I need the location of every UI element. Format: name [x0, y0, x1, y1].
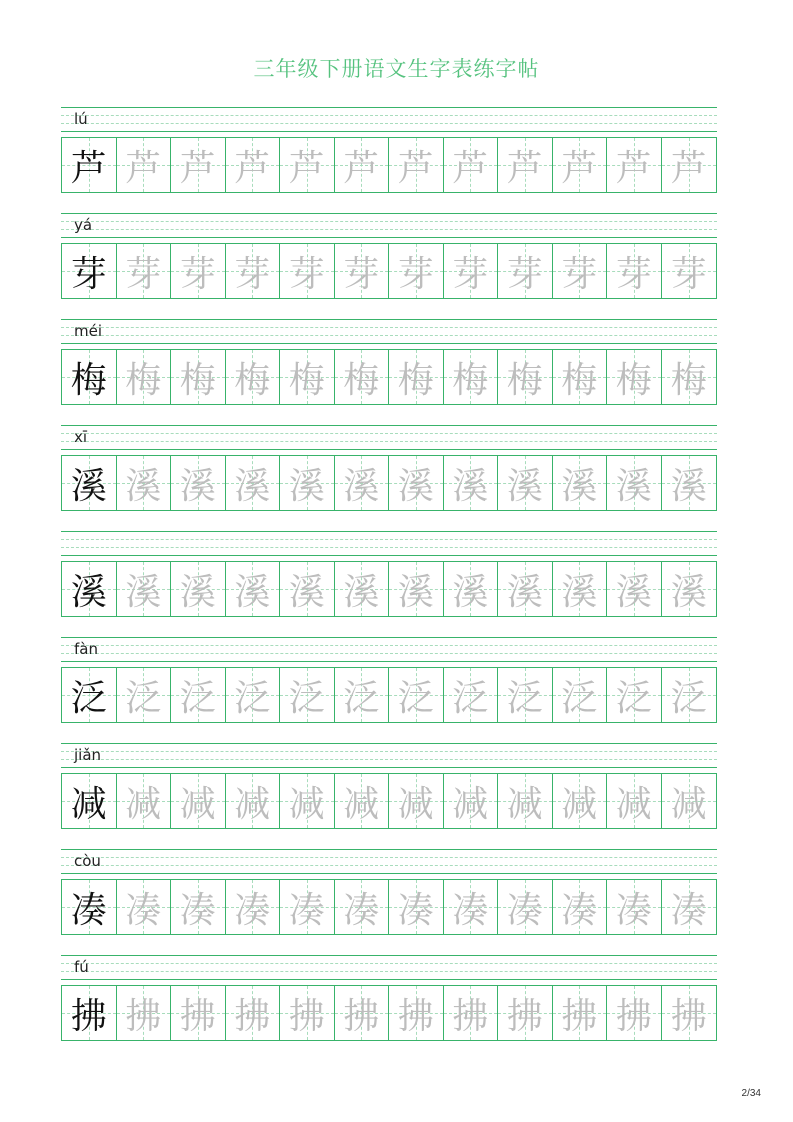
model-cell[interactable] [62, 668, 117, 722]
pinyin-label: xī [74, 428, 88, 446]
trace-character: 芽 [506, 253, 543, 295]
model-cell[interactable] [62, 138, 117, 192]
trace-cell[interactable] [444, 456, 499, 510]
trace-character: 凑 [288, 889, 325, 931]
trace-character: 拂 [670, 995, 707, 1037]
trace-character: 溪 [452, 465, 489, 507]
trace-character: 凑 [670, 889, 707, 931]
trace-cell[interactable] [498, 350, 553, 404]
trace-cell[interactable] [171, 456, 226, 510]
trace-character: 凑 [615, 889, 652, 931]
writing-grid [61, 879, 717, 935]
trace-character: 芦 [561, 147, 598, 189]
trace-cell[interactable] [280, 350, 335, 404]
trace-character: 凑 [343, 889, 380, 931]
pinyin-label: jiǎn [74, 746, 102, 764]
trace-cell[interactable] [226, 138, 281, 192]
trace-cell[interactable] [389, 562, 444, 616]
trace-cell[interactable] [553, 668, 608, 722]
trace-character: 溪 [288, 571, 325, 613]
trace-character: 芽 [179, 253, 216, 295]
trace-character: 减 [670, 783, 707, 825]
trace-cell[interactable] [226, 986, 281, 1040]
trace-cell[interactable] [117, 774, 172, 828]
trace-character: 减 [397, 783, 434, 825]
practice-row [61, 213, 717, 299]
model-character: 拂 [70, 995, 107, 1037]
trace-cell[interactable] [226, 244, 281, 298]
trace-cell[interactable] [553, 880, 608, 934]
trace-character: 拂 [561, 995, 598, 1037]
trace-cell[interactable] [607, 244, 662, 298]
model-character: 芦 [70, 147, 107, 189]
trace-character: 梅 [125, 359, 162, 401]
trace-cell[interactable] [498, 774, 553, 828]
trace-cell[interactable] [444, 668, 499, 722]
model-cell[interactable] [62, 986, 117, 1040]
trace-cell[interactable] [389, 774, 444, 828]
trace-cell[interactable] [171, 880, 226, 934]
trace-character: 芦 [343, 147, 380, 189]
trace-cell[interactable] [280, 774, 335, 828]
trace-character: 溪 [179, 571, 216, 613]
trace-character: 拂 [288, 995, 325, 1037]
model-cell[interactable] [62, 880, 117, 934]
trace-cell[interactable] [226, 774, 281, 828]
trace-character: 凑 [397, 889, 434, 931]
trace-cell[interactable] [662, 562, 717, 616]
writing-grid [61, 243, 717, 299]
model-character: 减 [70, 783, 107, 825]
trace-character: 凑 [125, 889, 162, 931]
trace-character: 芽 [288, 253, 325, 295]
trace-character: 溪 [125, 465, 162, 507]
pinyin-guide-lines [61, 107, 717, 131]
trace-character: 溪 [561, 465, 598, 507]
writing-grid [61, 349, 717, 405]
trace-cell[interactable] [553, 456, 608, 510]
model-character: 泛 [70, 677, 107, 719]
trace-character: 梅 [343, 359, 380, 401]
trace-cell[interactable] [335, 350, 390, 404]
trace-cell[interactable] [607, 774, 662, 828]
trace-cell[interactable] [553, 562, 608, 616]
trace-cell[interactable] [117, 668, 172, 722]
trace-character: 拂 [615, 995, 652, 1037]
writing-grid [61, 561, 717, 617]
trace-character: 减 [452, 783, 489, 825]
trace-character: 拂 [179, 995, 216, 1037]
trace-cell[interactable] [607, 350, 662, 404]
trace-character: 芽 [452, 253, 489, 295]
trace-cell[interactable] [498, 986, 553, 1040]
trace-character: 泛 [615, 677, 652, 719]
trace-cell[interactable] [662, 138, 717, 192]
trace-cell[interactable] [117, 350, 172, 404]
trace-character: 芦 [125, 147, 162, 189]
trace-cell[interactable] [607, 456, 662, 510]
trace-cell[interactable] [280, 456, 335, 510]
trace-character: 溪 [397, 465, 434, 507]
writing-grid [61, 137, 717, 193]
trace-cell[interactable] [553, 986, 608, 1040]
trace-cell[interactable] [444, 350, 499, 404]
practice-row [61, 849, 717, 935]
trace-character: 拂 [452, 995, 489, 1037]
practice-row [61, 955, 717, 1041]
trace-character: 减 [615, 783, 652, 825]
trace-character: 溪 [506, 465, 543, 507]
trace-cell[interactable] [117, 244, 172, 298]
practice-row [61, 425, 717, 511]
trace-character: 拂 [343, 995, 380, 1037]
model-cell[interactable] [62, 456, 117, 510]
trace-character: 溪 [234, 571, 271, 613]
trace-cell[interactable] [498, 880, 553, 934]
trace-cell[interactable] [280, 986, 335, 1040]
trace-character: 芦 [506, 147, 543, 189]
trace-character: 泛 [234, 677, 271, 719]
pinyin-guide-lines [61, 531, 717, 555]
trace-character: 拂 [397, 995, 434, 1037]
trace-character: 芽 [561, 253, 598, 295]
trace-cell[interactable] [117, 138, 172, 192]
trace-character: 梅 [452, 359, 489, 401]
practice-row [61, 319, 717, 405]
trace-cell[interactable] [226, 350, 281, 404]
pinyin-label: lú [74, 110, 88, 128]
pinyin-guide-lines [61, 743, 717, 767]
trace-character: 泛 [343, 677, 380, 719]
trace-character: 芽 [234, 253, 271, 295]
trace-character: 芦 [452, 147, 489, 189]
trace-cell[interactable] [335, 668, 390, 722]
model-character: 溪 [70, 465, 107, 507]
trace-character: 芦 [615, 147, 652, 189]
trace-cell[interactable] [389, 880, 444, 934]
trace-cell[interactable] [171, 986, 226, 1040]
practice-row [61, 531, 717, 617]
trace-cell[interactable] [553, 350, 608, 404]
trace-character: 芽 [615, 253, 652, 295]
trace-cell[interactable] [389, 668, 444, 722]
trace-character: 梅 [234, 359, 271, 401]
pinyin-label: méi [74, 322, 103, 340]
trace-character: 泛 [397, 677, 434, 719]
trace-character: 凑 [561, 889, 598, 931]
trace-character: 芽 [397, 253, 434, 295]
trace-cell[interactable] [280, 668, 335, 722]
trace-character: 减 [179, 783, 216, 825]
pinyin-guide-lines [61, 425, 717, 449]
trace-character: 溪 [670, 571, 707, 613]
model-character: 芽 [70, 253, 107, 295]
trace-character: 芽 [125, 253, 162, 295]
trace-cell[interactable] [553, 774, 608, 828]
trace-cell[interactable] [498, 244, 553, 298]
trace-character: 梅 [561, 359, 598, 401]
trace-character: 溪 [343, 571, 380, 613]
trace-character: 梅 [506, 359, 543, 401]
pinyin-label: còu [74, 852, 101, 870]
trace-character: 泛 [561, 677, 598, 719]
trace-cell[interactable] [171, 350, 226, 404]
trace-cell[interactable] [607, 880, 662, 934]
trace-cell[interactable] [444, 562, 499, 616]
trace-cell[interactable] [662, 880, 717, 934]
trace-cell[interactable] [280, 562, 335, 616]
practice-row [61, 743, 717, 829]
trace-character: 减 [288, 783, 325, 825]
page-number: 2/34 [741, 1088, 761, 1099]
trace-cell[interactable] [226, 668, 281, 722]
trace-cell[interactable] [444, 986, 499, 1040]
trace-character: 溪 [561, 571, 598, 613]
trace-cell[interactable] [662, 244, 717, 298]
trace-cell[interactable] [389, 986, 444, 1040]
trace-character: 溪 [288, 465, 325, 507]
pinyin-label: fú [74, 958, 89, 976]
pinyin-guide-lines [61, 849, 717, 873]
trace-character: 梅 [179, 359, 216, 401]
trace-character: 芦 [234, 147, 271, 189]
trace-character: 芦 [670, 147, 707, 189]
trace-cell[interactable] [498, 668, 553, 722]
trace-character: 凑 [179, 889, 216, 931]
pinyin-guide-lines [61, 319, 717, 343]
trace-character: 泛 [179, 677, 216, 719]
model-cell[interactable] [62, 350, 117, 404]
trace-character: 溪 [615, 571, 652, 613]
pinyin-guide-lines [61, 955, 717, 979]
trace-cell[interactable] [117, 456, 172, 510]
trace-cell[interactable] [280, 880, 335, 934]
trace-character: 泛 [125, 677, 162, 719]
trace-character: 减 [234, 783, 271, 825]
trace-character: 泛 [452, 677, 489, 719]
writing-grid [61, 667, 717, 723]
trace-cell[interactable] [171, 244, 226, 298]
trace-cell[interactable] [226, 456, 281, 510]
trace-cell[interactable] [662, 986, 717, 1040]
trace-character: 减 [343, 783, 380, 825]
page-title: 三年级下册语文生字表练字帖 [253, 57, 540, 81]
trace-character: 拂 [234, 995, 271, 1037]
trace-character: 拂 [125, 995, 162, 1037]
trace-cell[interactable] [389, 456, 444, 510]
trace-cell[interactable] [117, 880, 172, 934]
trace-cell[interactable] [662, 456, 717, 510]
trace-cell[interactable] [389, 138, 444, 192]
model-cell[interactable] [62, 562, 117, 616]
trace-cell[interactable] [171, 668, 226, 722]
model-cell[interactable] [62, 774, 117, 828]
trace-cell[interactable] [171, 138, 226, 192]
model-character: 凑 [70, 889, 107, 931]
trace-cell[interactable] [389, 244, 444, 298]
pinyin-guide-lines [61, 213, 717, 237]
trace-cell[interactable] [335, 138, 390, 192]
trace-character: 芽 [670, 253, 707, 295]
trace-cell[interactable] [335, 986, 390, 1040]
trace-cell[interactable] [226, 880, 281, 934]
pinyin-label: yá [74, 216, 93, 234]
model-character: 溪 [70, 571, 107, 613]
practice-row [61, 637, 717, 723]
trace-character: 溪 [615, 465, 652, 507]
trace-cell[interactable] [662, 668, 717, 722]
trace-character: 芦 [179, 147, 216, 189]
trace-character: 泛 [506, 677, 543, 719]
trace-character: 凑 [234, 889, 271, 931]
writing-grid [61, 773, 717, 829]
trace-character: 溪 [234, 465, 271, 507]
trace-cell[interactable] [498, 138, 553, 192]
trace-cell[interactable] [171, 562, 226, 616]
practice-row [61, 107, 717, 193]
trace-cell[interactable] [662, 350, 717, 404]
trace-cell[interactable] [335, 774, 390, 828]
trace-cell[interactable] [553, 244, 608, 298]
writing-grid [61, 455, 717, 511]
trace-character: 减 [125, 783, 162, 825]
trace-character: 芽 [343, 253, 380, 295]
trace-cell[interactable] [444, 880, 499, 934]
trace-cell[interactable] [389, 350, 444, 404]
trace-cell[interactable] [280, 244, 335, 298]
trace-character: 芦 [288, 147, 325, 189]
trace-cell[interactable] [280, 138, 335, 192]
trace-cell[interactable] [662, 774, 717, 828]
writing-grid [61, 985, 717, 1041]
trace-cell[interactable] [335, 562, 390, 616]
trace-cell[interactable] [498, 456, 553, 510]
trace-character: 凑 [452, 889, 489, 931]
trace-cell[interactable] [226, 562, 281, 616]
pinyin-guide-lines [61, 637, 717, 661]
trace-cell[interactable] [498, 562, 553, 616]
trace-character: 溪 [125, 571, 162, 613]
trace-character: 芦 [397, 147, 434, 189]
trace-character: 溪 [397, 571, 434, 613]
trace-character: 梅 [670, 359, 707, 401]
trace-character: 减 [506, 783, 543, 825]
trace-cell[interactable] [607, 986, 662, 1040]
trace-cell[interactable] [607, 138, 662, 192]
trace-cell[interactable] [444, 774, 499, 828]
trace-character: 凑 [506, 889, 543, 931]
trace-character: 溪 [179, 465, 216, 507]
trace-character: 泛 [288, 677, 325, 719]
trace-character: 溪 [670, 465, 707, 507]
trace-cell[interactable] [171, 774, 226, 828]
trace-cell[interactable] [444, 138, 499, 192]
trace-character: 溪 [506, 571, 543, 613]
trace-cell[interactable] [117, 562, 172, 616]
trace-character: 梅 [615, 359, 652, 401]
pinyin-label: fàn [74, 640, 98, 658]
trace-character: 溪 [452, 571, 489, 613]
trace-character: 梅 [397, 359, 434, 401]
trace-character: 溪 [343, 465, 380, 507]
trace-character: 拂 [506, 995, 543, 1037]
model-character: 梅 [70, 359, 107, 401]
trace-character: 泛 [670, 677, 707, 719]
model-cell[interactable] [62, 244, 117, 298]
trace-character: 梅 [288, 359, 325, 401]
trace-cell[interactable] [607, 562, 662, 616]
trace-cell[interactable] [607, 668, 662, 722]
trace-cell[interactable] [444, 244, 499, 298]
trace-cell[interactable] [553, 138, 608, 192]
trace-cell[interactable] [335, 880, 390, 934]
trace-character: 减 [561, 783, 598, 825]
trace-cell[interactable] [117, 986, 172, 1040]
trace-cell[interactable] [335, 244, 390, 298]
trace-cell[interactable] [335, 456, 390, 510]
